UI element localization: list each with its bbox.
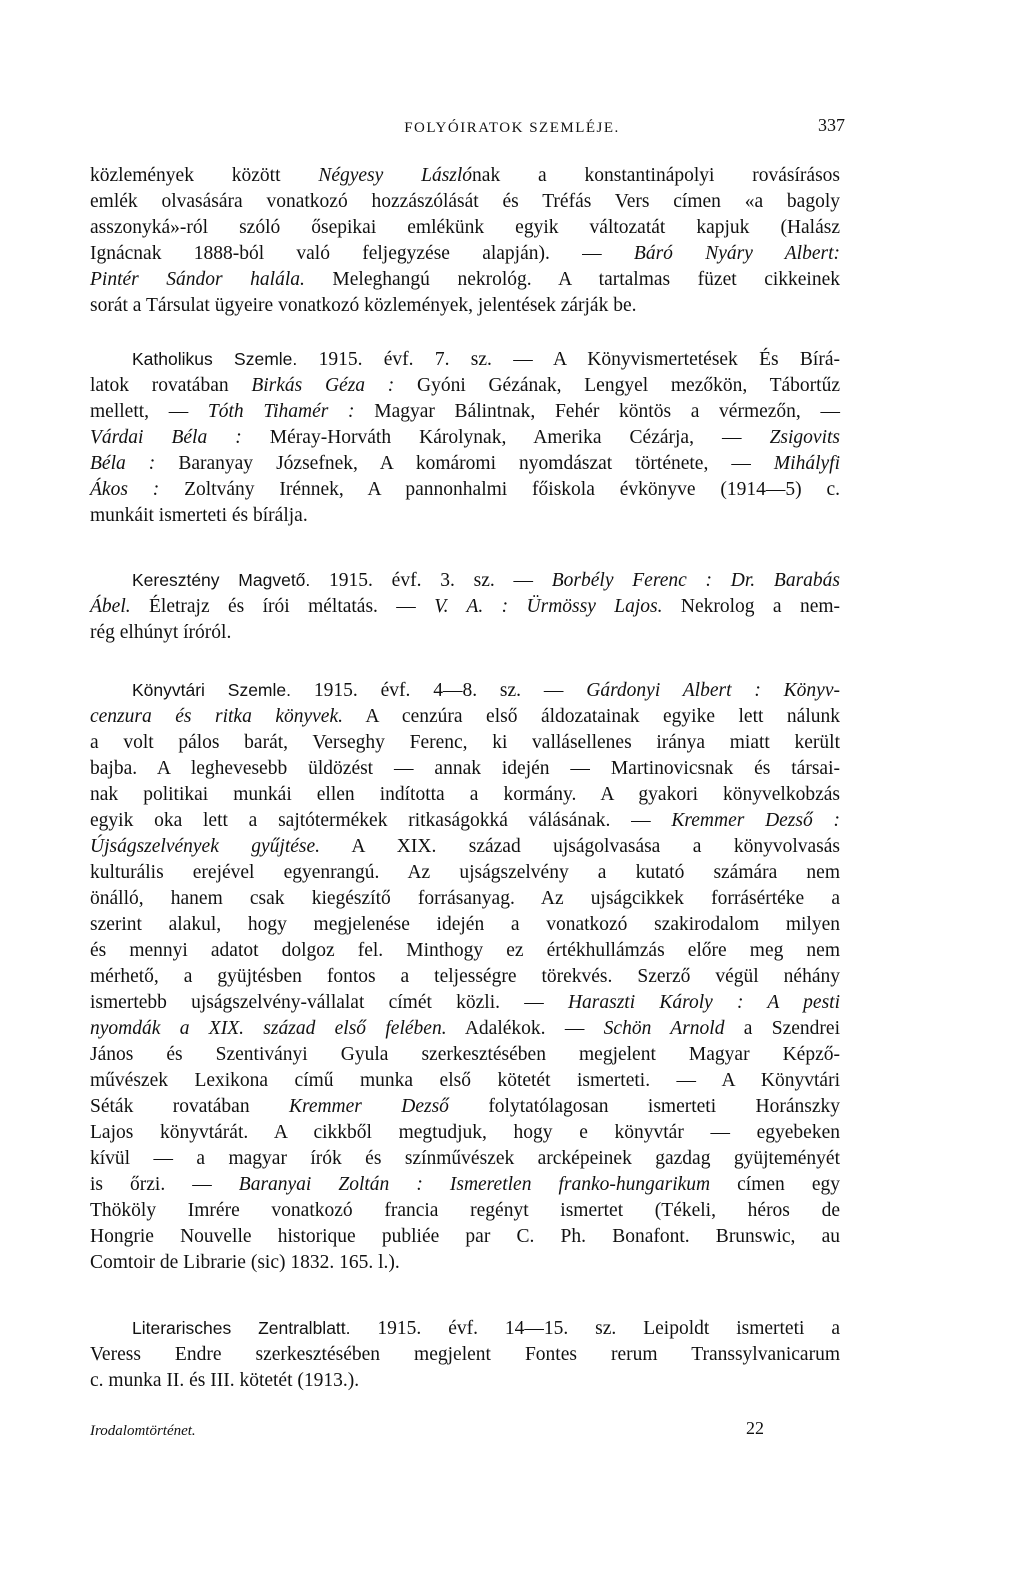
text-line: Hongrie Nouvelle historique publiée par C. Ph. Bonafont. Brunswic, au bbox=[90, 1226, 840, 1247]
text-line: Thököly Imrére vonatkozó francia regényt ismertet (Tékeli, héros de bbox=[90, 1200, 840, 1221]
text-line: kulturális erejével egyenrangú. Az ujságszelvény a kutató számára nem bbox=[90, 862, 840, 883]
text-line: emlék olvasására vonatkozó hozzászólását és Tréfás Vers címen «a bagoly bbox=[90, 191, 840, 212]
text-line: Béla : Baranyay Józsefnek, A komáromi nyomdászat története, — Mihályfi bbox=[90, 453, 840, 474]
text-line: a volt pálos barát, Verseghy Ferenc, ki vallásellenes iránya miatt került bbox=[90, 732, 840, 753]
text-line: latok rovatában Birkás Géza : Gyóni Gézának, Lengyel mezőkön, Tábortűz bbox=[90, 375, 840, 396]
text-line: Könyvtári Szemle. 1915. évf. 4—8. sz. — Gárdonyi Albert : Könyv- bbox=[132, 680, 840, 701]
text-line: Keresztény Magvető. 1915. évf. 3. sz. — Borbély Ferenc : Dr. Barabás bbox=[132, 570, 841, 591]
text-line: és mennyi adatot dolgoz fel. Minthogy ez értékhullámzás előre meg nem bbox=[90, 940, 840, 961]
text-line: Ignácnak 1888-ból való feljegyzése alapján). — Báró Nyáry Albert: bbox=[90, 243, 840, 264]
running-header: FOLYÓIRATOK SZEMLÉJE. bbox=[404, 120, 620, 136]
text-line: c. munka II. és III. kötetét (1913.). bbox=[90, 1370, 360, 1391]
text-line: Ábel. Életrajz és írói méltatás. — V. A. : Ürmössy Lajos. Nekrolog a nem- bbox=[90, 596, 841, 617]
text-line: Veress Endre szerkesztésében megjelent Fontes rerum Transsylvanicarum bbox=[90, 1344, 840, 1365]
text-line: Literarisches Zentralblatt. 1915. évf. 14—15. sz. Leipoldt ismerteti a bbox=[132, 1318, 840, 1339]
text-line: bajba. A leghevesebb üldözést — annak idején — Martinovicsnak és társai- bbox=[90, 758, 840, 779]
text-line: művészek Lexikona című munka első kötetét ismerteti. — A Könyvtári bbox=[90, 1070, 840, 1091]
page-number: 337 bbox=[818, 115, 845, 135]
text-line: Comtoir de Librarie (sic) 1832. 165. l.). bbox=[90, 1252, 400, 1273]
text-line: asszonyká»-ról szóló ősepikai emlékünk egyik változatát kapjuk (Halász bbox=[90, 217, 840, 238]
text-line: Katholikus Szemle. 1915. évf. 7. sz. — A Könyvismertetések És Bírá- bbox=[132, 349, 840, 370]
text-line: nak politikai munkái ellen indította a kormány. A gyakori könyvelkobzás bbox=[90, 784, 840, 805]
keresztyen-magveto-paragraph bbox=[90, 567, 840, 646]
text-line: rég elhúnyt íróról. bbox=[90, 622, 232, 643]
text-line: cenzura és ritka könyvek. A cenzúra első áldozatainak egyike lett nálunk bbox=[90, 706, 840, 727]
journal-title: Literarisches Zentralblatt. bbox=[132, 1318, 351, 1338]
footer-signature: Irodalomtörténet. bbox=[90, 1423, 196, 1439]
text-line: egyik oka lett a sajtótermékek ritkaságokká válásának. — Kremmer Dezső : bbox=[90, 810, 840, 831]
text-line: közlemények között Négyesy Lászlónak a konstantinápolyi rovásírásos bbox=[90, 165, 841, 186]
sheet-number: 22 bbox=[746, 1418, 764, 1438]
konyvtari-szemle-paragraph bbox=[90, 677, 840, 1276]
text-line: Ákos : Zoltvány Irénnek, A pannonhalmi főiskola évkönyve (1914—5) c. bbox=[90, 479, 840, 500]
journal-title: Könyvtári Szemle. bbox=[132, 680, 291, 700]
text-line: Újságszelvények gyűjtése. A XIX. század ujságolvasása a könyvolvasás bbox=[90, 836, 840, 857]
text-line: szerint alakul, hogy megjelenése idején a vonatkozó szakirodalom milyen bbox=[90, 914, 840, 935]
text-line: mérhető, a gyüjtésben fontos a teljességre törekvés. Szerző végül néhány bbox=[90, 966, 840, 987]
text-line: is őrzi. — Baranyai Zoltán : Ismeretlen franko-hungarikum címen egy bbox=[90, 1174, 840, 1195]
text-line: Lajos könyvtárát. A cikkből megtudjuk, hogy e könyvtár — egyebeken bbox=[90, 1122, 840, 1143]
journal-title: Katholikus Szemle. bbox=[132, 349, 298, 369]
text-line: mellett, — Tóth Tihamér : Magyar Bálintnak, Fehér köntös a vérmezőn, — bbox=[90, 401, 840, 422]
journal-title: Keresztény Magvető. bbox=[132, 570, 311, 590]
text-line: munkáit ismerteti és bírálja. bbox=[90, 505, 308, 526]
text-line: Séták rovatában Kremmer Dezső folytatólagosan ismerteti Horánszky bbox=[90, 1096, 840, 1117]
text-line: kívül — a magyar írók és színművészek arcképeinek gazdag gyüjteményét bbox=[90, 1148, 840, 1169]
literarisches-zentralblatt-paragraph bbox=[90, 1315, 840, 1394]
text-line: ismertebb ujságszelvény-vállalat címét közli. — Haraszti Károly : A pesti bbox=[90, 992, 840, 1013]
katholikus-szemle-paragraph bbox=[90, 346, 840, 529]
text-line: János és Szentiványi Gyula szerkesztésében megjelent Magyar Képző- bbox=[90, 1044, 840, 1065]
text-line: önálló, hanem csak kiegészítő forrásanyag. Az ujságcikkek forrásértéke a bbox=[90, 888, 840, 909]
intro-paragraph bbox=[90, 163, 840, 319]
text-line: sorát a Társulat ügyeire vonatkozó közlemények, jelentések zárják be. bbox=[90, 295, 637, 316]
text-line: nyomdák a XIX. század első felében. Adalékok. — Schön Arnold a Szendrei bbox=[90, 1018, 840, 1039]
text-line: Várdai Béla : Méray-Horváth Károlynak, Amerika Cézárja, — Zsigovits bbox=[90, 427, 840, 448]
text-line: Pintér Sándor halála. Meleghangú nekrológ. A tartalmas füzet cikkeinek bbox=[90, 269, 840, 290]
